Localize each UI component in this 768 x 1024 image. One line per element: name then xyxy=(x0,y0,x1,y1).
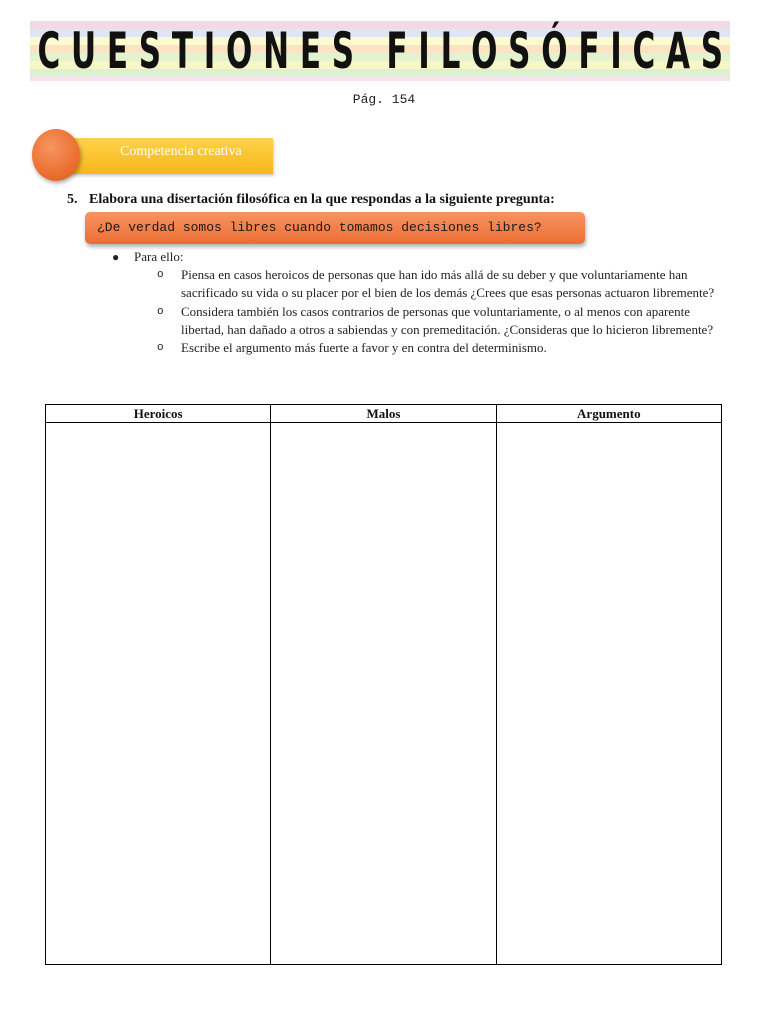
page-reference: Pág. 154 xyxy=(352,92,416,107)
banner-title-letter: E xyxy=(106,22,129,80)
sub-bullet-text: Escribe el argumento más fuerte a favor y en contra del determinismo. xyxy=(181,340,547,356)
banner-title-letter: A xyxy=(666,22,691,80)
banner-title-letter: I xyxy=(610,22,622,80)
banner-title-letter: U xyxy=(70,22,97,80)
banner-title-letter: O xyxy=(226,22,253,80)
banner-title-letter: S xyxy=(138,22,162,80)
banner-title-letter: C xyxy=(37,22,61,80)
banner-title-letter: C xyxy=(632,22,656,80)
question-text: Elabora una disertación filosófica en la que respondas a la siguiente pregunta: xyxy=(89,192,555,207)
question-line xyxy=(67,192,555,208)
banner-title-letter: Ó xyxy=(541,22,568,80)
sub-bullet-marker: o xyxy=(157,305,164,318)
table-header-row xyxy=(46,405,721,423)
sub-bullet-marker: o xyxy=(157,269,164,281)
banner-title-letter: E xyxy=(299,22,322,80)
bullet-main xyxy=(112,249,183,265)
bullet-dot-icon: ● xyxy=(112,250,120,264)
table-header-heroicos: Heroicos xyxy=(133,406,183,421)
table-cell-malos[interactable] xyxy=(270,423,495,964)
sub-bullet-text: Considera también los casos contrarios de personas que voluntariamente, o al menos con aparente libertad, han dañado a otros a sabiendas y con premeditación. ¿Consideras que lo hicieron libremente? xyxy=(181,303,714,337)
question-number: 5. xyxy=(67,192,78,207)
table-header-argumento: Argumento xyxy=(496,405,721,422)
banner-title-letter: T xyxy=(171,22,194,80)
sub-bullet-text: Piensa en casos heroicos de personas que han ido más allá de su deber y que voluntariamente han sacrificado su vida o su placer por el bien de los demás ¿Crees que esas personas actuaron libremente? xyxy=(181,267,715,301)
banner-title-letter: N xyxy=(263,22,290,80)
competencia-label: Competencia creativa xyxy=(120,144,242,159)
header-banner xyxy=(30,18,730,84)
sub-bullet-list xyxy=(157,266,727,357)
table-cell-heroicos[interactable] xyxy=(46,423,270,964)
banner-title-letter: F xyxy=(386,22,408,80)
list-item xyxy=(157,339,727,357)
banner-title-letter: S xyxy=(508,22,531,80)
banner-title xyxy=(30,18,731,84)
sub-bullet-marker: o xyxy=(157,342,164,355)
table-cell-argumento[interactable] xyxy=(496,423,721,964)
bullet-main-text: Para ello: xyxy=(134,249,184,264)
table-row xyxy=(46,423,721,964)
banner-title-letter xyxy=(365,22,376,80)
list-item xyxy=(157,266,727,303)
banner-title-letter: L xyxy=(440,22,461,80)
list-item xyxy=(157,303,727,340)
competencia-circle-icon xyxy=(32,129,80,181)
banner-title-letter: I xyxy=(418,22,430,80)
table-header-malos: Malos xyxy=(270,405,495,422)
banner-title-letter: S xyxy=(700,22,724,80)
banner-title-letter: O xyxy=(471,22,498,80)
banner-title-letter: S xyxy=(331,22,355,80)
banner-title-letter: I xyxy=(203,22,216,80)
answer-table xyxy=(45,404,722,965)
question-box-text: ¿De verdad somos libres cuando tomamos decisiones libres? xyxy=(97,220,542,235)
banner-title-letter: F xyxy=(578,22,600,80)
